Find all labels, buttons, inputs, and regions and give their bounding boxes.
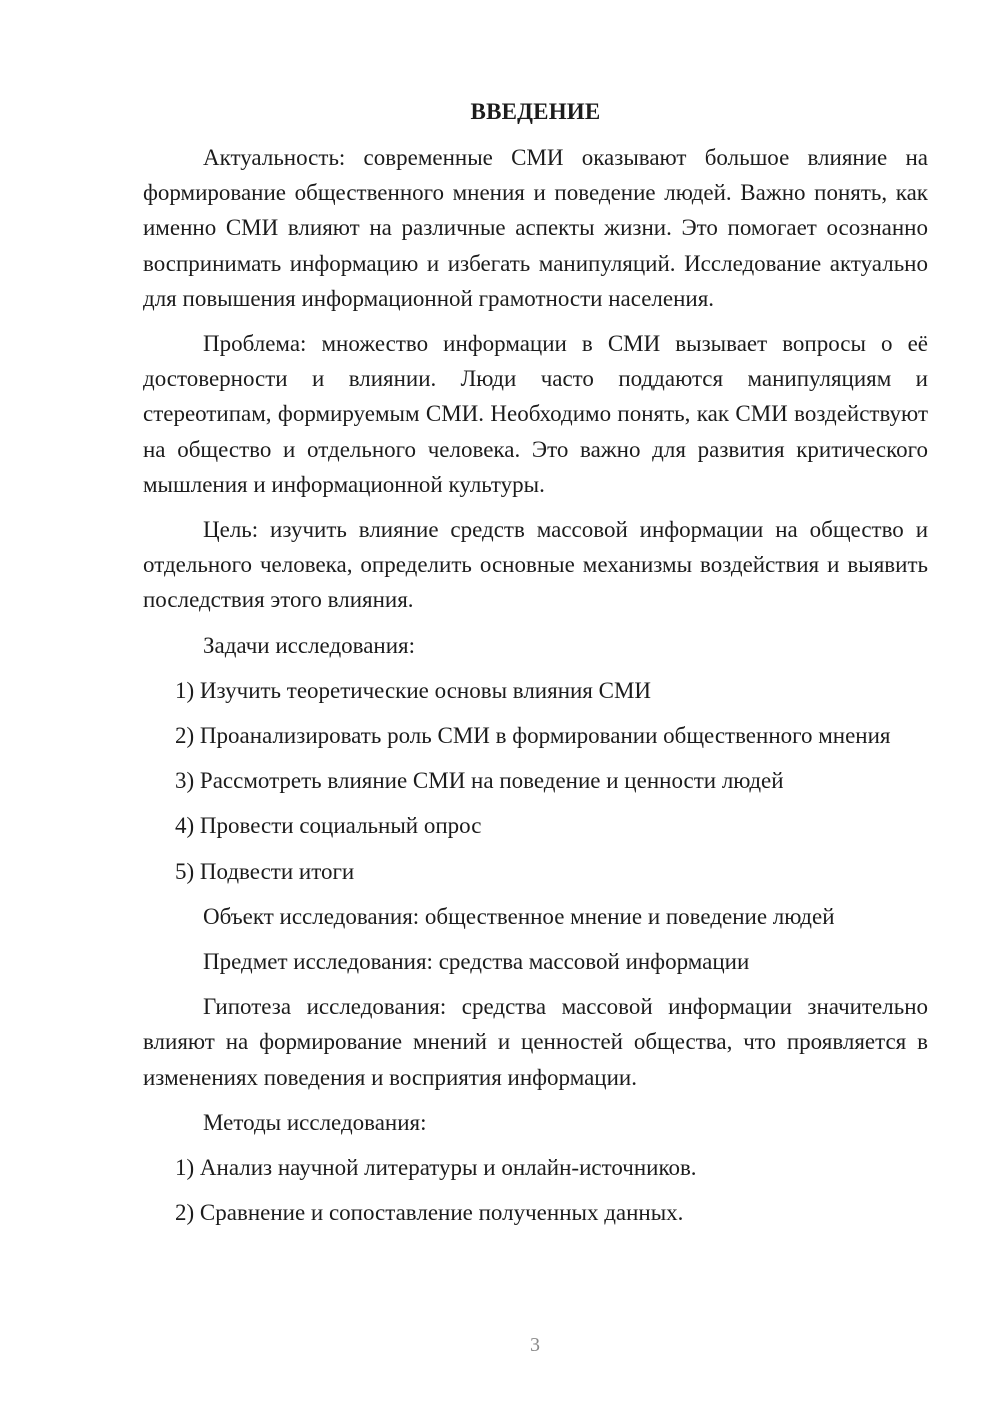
research-subject: Предмет исследования: средства массовой информации	[203, 949, 750, 975]
task-item-4: 4) Провести социальный опрос	[175, 813, 482, 839]
task-item-2: 2) Проанализировать роль СМИ в формировании общественного мнения	[175, 723, 891, 749]
task-item-3: 3) Рассмотреть влияние СМИ на поведение и ценности людей	[175, 768, 784, 794]
methods-heading: Методы исследования:	[203, 1109, 427, 1135]
method-item-1: 1) Анализ научной литературы и онлайн-источников.	[175, 1155, 697, 1181]
relevance-paragraph: Актуальность: современные СМИ оказывают большое влияние на формирование общественного мнения и поведение людей. Важно понять, как именно СМИ влияют на различные аспекты жизни. Это помогает осознанно воспринимать информацию и избегать манипуляций. Исследование актуально для повышения информационной грамотности населения.	[143, 145, 928, 311]
task-item-5: 5) Подвести итоги	[175, 858, 355, 884]
tasks-heading: Задачи исследования:	[203, 632, 416, 658]
document-page	[143, 96, 928, 1240]
goal-paragraph: Цель: изучить влияние средств массовой информации на общество и отдельного человека, определить основные механизмы воздействия и выявить последствия этого влияния.	[143, 517, 928, 613]
problem-paragraph: Проблема: множество информации в СМИ вызывает вопросы о её достоверности и влиянии. Люди часто поддаются манипуляциям и стереотипам, формируемым СМИ. Необходимо понять, как СМИ воздействуют на общество и отдельного человека. Это важно для развития критического мышления и информационной культуры.	[143, 331, 928, 497]
hypothesis-paragraph: Гипотеза исследования: средства массовой информации значительно влияют на формирование мнений и ценностей общества, что проявляется в изменениях поведения и восприятия информации.	[143, 994, 928, 1090]
page-number: 3	[530, 1334, 540, 1356]
method-item-2: 2) Сравнение и сопоставление полученных данных.	[175, 1200, 684, 1226]
task-item-1: 1) Изучить теоретические основы влияния СМИ	[175, 677, 652, 703]
page-title: ВВЕДЕНИЕ	[470, 99, 601, 124]
research-object: Объект исследования: общественное мнение и поведение людей	[203, 903, 835, 929]
